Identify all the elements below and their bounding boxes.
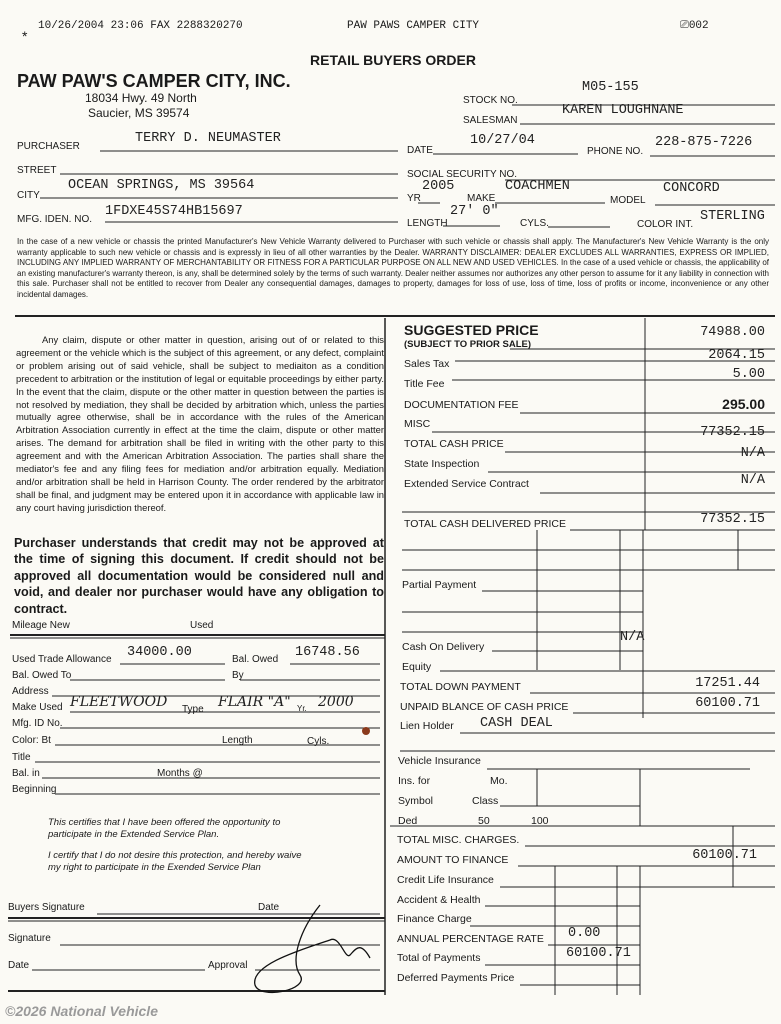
credit-notice: Purchaser understands that credit may not be approved at the time of signing this document. If credit should not be approved all documentation would be considered null and void, and dealer nor purchaser would have any obligation to contract. xyxy=(14,536,384,616)
buyers-signature-label: Buyers Signature xyxy=(8,902,85,913)
salesman-label: SALESMAN xyxy=(463,115,518,126)
cyls-label: CYLS. xyxy=(520,218,549,229)
amount-to-finance-label: AMOUNT TO FINANCE xyxy=(397,854,509,866)
stain xyxy=(362,727,370,735)
length-label: LENGTH xyxy=(407,218,448,229)
ssn-label: SOCIAL SECURITY NO. xyxy=(407,169,518,180)
cyls-label-trade: Cyls. xyxy=(307,736,330,747)
approval-label: Approval xyxy=(208,960,248,971)
finance-charge-label: Finance Charge xyxy=(397,913,472,925)
street-label: STREET xyxy=(17,165,57,176)
title-label: Title xyxy=(12,752,31,763)
length-value: 27' 0" xyxy=(450,204,499,219)
ded-label: Ded xyxy=(398,815,418,827)
bal-owed-value: 16748.56 xyxy=(295,645,360,660)
dealer-address2: Saucier, MS 39574 xyxy=(88,106,190,120)
trade-yr-value: 2000 xyxy=(318,694,354,710)
beginning-label: Beginning xyxy=(12,784,57,795)
ext-service-label: Extended Service Contract xyxy=(404,478,529,490)
credit-life-label: Credit Life Insurance xyxy=(397,874,494,886)
make-used-value: FLEETWOOD xyxy=(70,694,168,710)
yr-label: YR xyxy=(407,193,421,204)
city-label: CITY xyxy=(17,190,40,201)
total-cash-price-label: TOTAL CASH PRICE xyxy=(404,438,504,450)
total-down-value: 17251.44 xyxy=(695,676,760,691)
mo-label: Mo. xyxy=(490,775,508,787)
sales-tax-value: 2064.15 xyxy=(708,348,765,363)
phone-value: 228-875-7226 xyxy=(655,135,753,150)
salesman-value: KAREN LOUGHNANE xyxy=(562,103,684,118)
arbitration-clause: Any claim, dispute or other matter in question, arising out of or related to this agreement or the vehicle which is the subject of this agreement, or any defect, complaint or problem arising out of said vehicle, shall be subject to mediaiton as a condition precedent to arbitration or the institution of legal or equitable proceedings by either party. In the event that the claim, dispute or the other matter in question between the parties is not resolved by mediation, they shall be decided by arbitration which, unless the parties mutually agree otherwise, shall be in accordance with the rules of the American Arbitration Association currently in effect at the time the claim, dispute or other matter arises. The demand for arbitration shall be filed in writing with the other party to this agreement and with the American Arbitration Association. The parties shall share the mediator's fee and any filing fees for mediation and/or arbitration equally. Mediation and/or arbitration shall be held in Harrison County. The order rendered by the arbitrator shall be final, and judgment may be entered upon it in accordance with applicable law in any court having jurisdiction thereof. xyxy=(16,334,384,513)
bal-owed-to-label: Bal. Owed To xyxy=(12,670,72,681)
date-value: 10/27/04 xyxy=(470,133,535,148)
type-label: Type xyxy=(182,704,204,715)
doc-fee-value: 295.00 xyxy=(722,396,765,412)
unpaid-balance-value: 60100.71 xyxy=(695,696,760,711)
total-down-label: TOTAL DOWN PAYMENT xyxy=(400,681,521,693)
date-label-bottom: Date xyxy=(8,960,30,971)
stock-no-value: M05-155 xyxy=(582,80,639,95)
total-misc-label: TOTAL MISC. CHARGES. xyxy=(397,834,520,846)
misc-label: MISC xyxy=(404,418,431,430)
symbol-label: Symbol xyxy=(398,795,434,807)
warranty-disclaimer: In the case of a new vehicle or chassis the printed Manufacturer's New Vehicle Warranty delivered to Purchaser with such vehicle or chassis shall apply. The Manufacturer's New Vehicle Warranty is the only warranty applicable to such new vehicle or chassis and is expressly in lieu of all other warranties by the Dealer. WARRANTY DISCLAIMER: DEALER EXCLUDES ALL WARRANTIES, EXPRESS OR IMPLIED, INCLUDING ANY IMPLIED WARRANTY OF MERCHANTABILITY OR FITNESS FOR A PARTICULAR PURPOSE ON ALL NEW AND USED VEHICLES. In the case of a used vehicle or chassis, the applicability of an existing manufacturer's warranty thereon, is any, shall be determined solely by the terms of such warranty. Dealer neither assumes nor authorizes any other person to assume for it any liability in connection with this sale. Purchaser shall not be entitled to recover from Dealer any consequential damages, damages to property, damages for loss of use, loss of time, loss of profits or income, inconvenience or any other incidental damages. xyxy=(17,237,769,299)
city-value: OCEAN SPRINGS, MS 39564 xyxy=(68,178,255,193)
ext-service-value: N/A xyxy=(740,473,765,488)
phone-label: PHONE NO. xyxy=(587,146,644,157)
sales-tax-label: Sales Tax xyxy=(404,358,450,370)
ded-50-label: 50 xyxy=(478,815,490,827)
cash-on-delivery-label: Cash On Delivery xyxy=(402,641,485,653)
fax-header-left: 10/26/2004 23:06 FAX 2288320270 xyxy=(38,20,243,32)
signature-date-label: Date xyxy=(258,902,280,913)
make-used-label: Make Used xyxy=(12,702,63,713)
mfg-id-label: Mfg. ID No. xyxy=(12,718,63,729)
yr-value: 2005 xyxy=(422,179,455,194)
esp-line2: participate in the Extended Service Plan. xyxy=(48,829,220,840)
title-fee-label: Title Fee xyxy=(404,378,445,390)
suggested-price-value: 74988.00 xyxy=(700,325,765,340)
title-fee-value: 5.00 xyxy=(732,367,765,382)
trade-yr-label: Yr. xyxy=(297,704,307,713)
lien-holder-label: Lien Holder xyxy=(400,720,454,732)
signature-label: Signature xyxy=(8,933,51,944)
purchaser-label: PURCHASER xyxy=(17,141,80,152)
class-label: Class xyxy=(472,795,499,807)
make-label: MAKE xyxy=(467,193,496,204)
total-delivered-label: TOTAL CASH DELIVERED PRICE xyxy=(404,518,567,530)
by-label: By xyxy=(232,670,244,681)
total-payments-label: Total of Payments xyxy=(397,952,481,964)
fax-header-center: PAW PAWS CAMPER CITY xyxy=(347,20,480,32)
type-value: FLAIR "A" xyxy=(218,694,291,710)
make-value: COACHMEN xyxy=(505,179,570,194)
amount-to-finance-value: 60100.71 xyxy=(692,848,757,863)
esp-line1: This certifies that I have been offered the opportunity to xyxy=(48,817,281,828)
purchaser-value: TERRY D. NEUMASTER xyxy=(135,131,281,146)
accident-health-label: Accident & Health xyxy=(397,894,481,906)
equity-label: Equity xyxy=(402,661,432,673)
suggested-price-label: SUGGESTED PRICE xyxy=(404,322,539,338)
deferred-price-label: Deferred Payments Price xyxy=(397,972,515,984)
ded-100-label: 100 xyxy=(531,815,549,827)
total-cash-price-value: N/A xyxy=(740,446,765,461)
fax-page-icon: ⎚ xyxy=(680,20,689,32)
dealer-address1: 18034 Hwy. 49 North xyxy=(85,91,197,105)
suggested-price-sub: (SUBJECT TO PRIOR SALE) xyxy=(404,339,532,350)
misc-value: 77352.15 xyxy=(700,425,765,440)
length-label-trade: Length xyxy=(222,735,253,746)
esp-line4: my right to participate in the Exended Service Plan xyxy=(48,862,261,873)
model-label: MODEL xyxy=(610,195,646,206)
apr-value: 0.00 xyxy=(568,926,601,941)
model-value: CONCORD xyxy=(663,181,720,196)
bal-in-label: Bal. in xyxy=(12,768,40,779)
lien-holder-value: CASH DEAL xyxy=(480,716,553,731)
vehicle-insurance-label: Vehicle Insurance xyxy=(398,755,481,767)
bal-owed-label: Bal. Owed xyxy=(232,654,279,665)
partial-payment-label: Partial Payment xyxy=(402,579,477,591)
ins-for-label: Ins. for xyxy=(398,775,431,787)
mileage-new-label: Mileage New xyxy=(12,620,70,631)
doc-fee-label: DOCUMENTATION FEE xyxy=(404,399,519,411)
color-int-label: COLOR INT. xyxy=(637,219,694,230)
mileage-used-label: Used xyxy=(190,620,214,631)
stock-no-label: STOCK NO. xyxy=(463,95,518,106)
watermark: ©2026 National Vehicle xyxy=(5,1003,158,1019)
apr-label: ANNUAL PERCENTAGE RATE xyxy=(397,933,544,945)
esp-line3: I certify that I do not desire this protection, and hereby waive xyxy=(48,850,302,861)
color-label: Color: Bt xyxy=(12,735,51,746)
months-label: Months @ xyxy=(157,768,203,779)
date-label: DATE xyxy=(407,145,433,156)
dealer-name: PAW PAW'S CAMPER CITY, INC. xyxy=(17,71,291,91)
state-inspection-label: State Inspection xyxy=(404,458,480,470)
color-int-value: STERLING xyxy=(700,209,765,224)
trade-allowance-label: Used Trade Allowance xyxy=(12,654,112,665)
cash-on-delivery-value: N/A xyxy=(620,630,645,645)
total-payments-value: 60100.71 xyxy=(566,946,631,961)
total-delivered-value: 77352.15 xyxy=(700,512,765,527)
mfg-iden-label: MFG. IDEN. NO. xyxy=(17,214,92,225)
unpaid-balance-label: UNPAID BLANCE OF CASH PRICE xyxy=(400,701,569,713)
fax-page-number: ⎚002 xyxy=(680,20,709,32)
mfg-iden-value: 1FDXE45S74HB15697 xyxy=(105,204,243,219)
document-title: RETAIL BUYERS ORDER xyxy=(310,52,476,68)
trade-allowance-value: 34000.00 xyxy=(127,645,192,660)
fax-asterisk: * xyxy=(22,28,28,44)
address-label: Address xyxy=(12,686,49,697)
